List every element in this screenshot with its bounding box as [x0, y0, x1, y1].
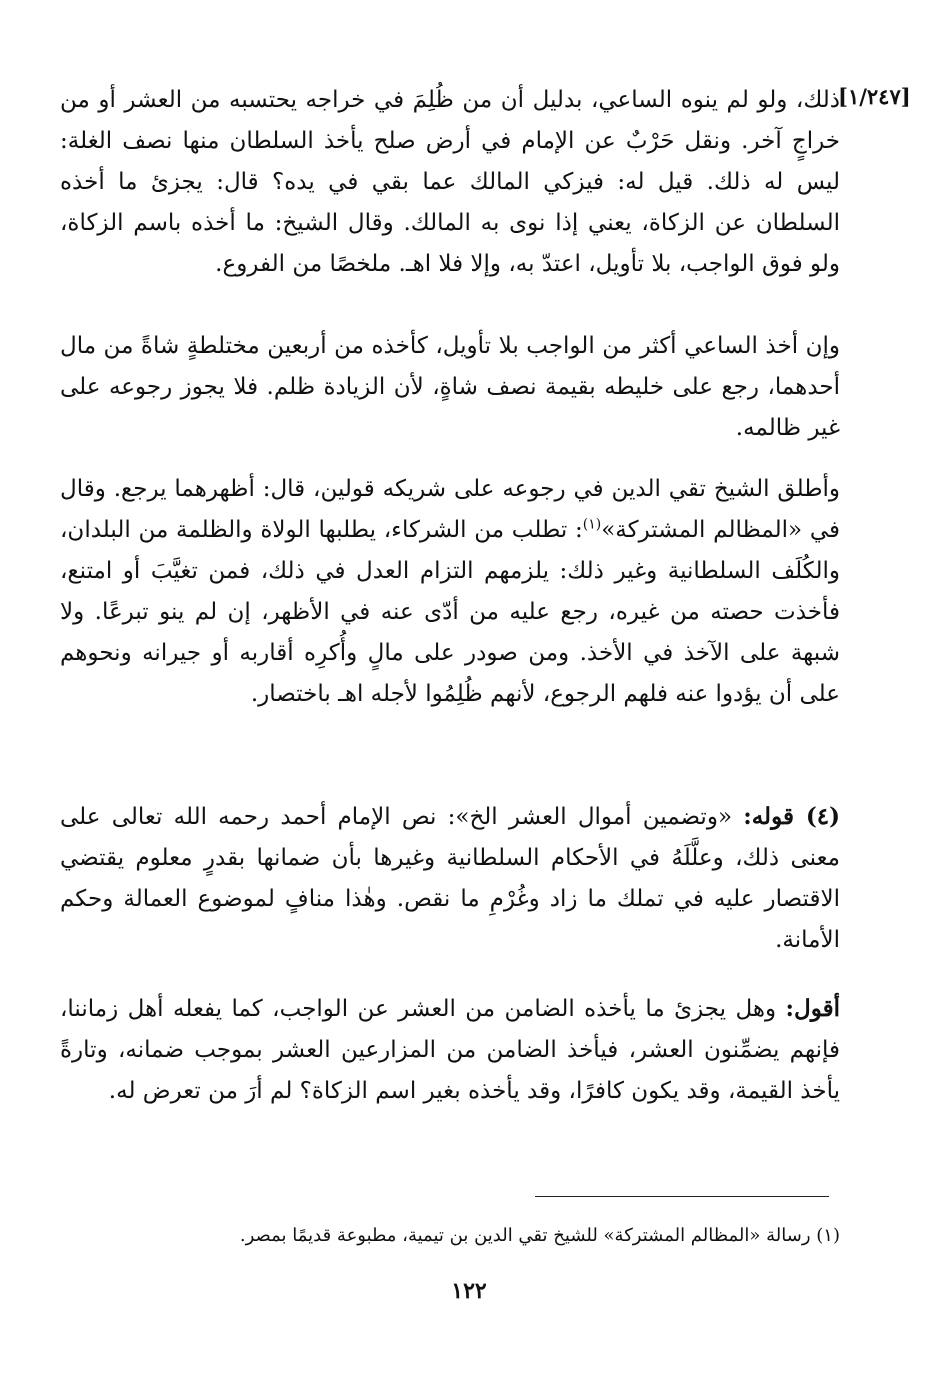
footnote: (١) رسالة «المظالم المشتركة» للشيخ تقي الدين بن تيمية، مطبوعة قديمًا بمصر. [239, 1225, 840, 1246]
paragraph-3-text-after-note: : تطلب من الشركاء، يطلبها الولاة والظلمة من البلدان، والكُلَف السلطانية وغير ذلك: يلزمهم التزام العدل في ذلك، فمن تغيَّبَ أو امتنع، فأخذت حصته من غيره، رجع عليه من أدّى عنه في الأظهر، إن لم ينو تبرعًا. ولا شبهة على الآخذ في الأخذ. ومن صودر على مالٍ وأُكرِه أقاربه أو جيرانه ونحوهم على أن يؤدوا عنه فلهم الرجوع، لأنهم ظُلِمُوا لأجله اهـ باختصار. [60, 517, 840, 707]
paragraph-1: ذلك، ولو لم ينوه الساعي، بدليل أن من ظُلِمَ في خراجه يحتسبه من العشر أو من خراجٍ آخر. ونقل حَرْبٌ عن الإمام في أرض صلح يأخذ السلطان منها نصف الغلة: ليس له ذلك. قيل له: فيزكي المالك عما بقي في يده؟ قال: يجزئ ما أخذه السلطان عن الزكاة، يعني إذا نوى به المالك. وقال الشيخ: ما أخذه باسم الزكاة، ولو فوق الواجب، بلا تأويل، اعتدّ به، وإلا فلا اهـ. ملخصًا من الفروع. [60, 87, 840, 277]
paragraph-4 [60, 796, 840, 961]
page-number: ١٢٢ [451, 1278, 487, 1304]
commentary-lead: (٤) قوله: [743, 803, 840, 830]
author-comment-lead: أقول: [785, 995, 840, 1022]
paragraph-5 [60, 988, 840, 1112]
margin-reference: [١/٢٤٧] [838, 84, 911, 109]
footnote-marker[interactable]: (١) [582, 516, 602, 533]
paragraph-3 [60, 469, 840, 715]
paragraph-5-text: وهل يجزئ ما يأخذه الضامن من العشر عن الواجب، كما يفعله أهل زماننا، فإنهم يضمِّنون العشر، فيأخذ الضامن من المزارعين العشر بموجب ضمانه، وتارةً يأخذ القيمة، وقد يكون كافرًا، وقد يأخذه بغير اسم الزكاة؟ لم أرَ من تعرض له. [60, 996, 840, 1104]
paragraph-3-text-before-note: وأطلق الشيخ تقي الدين في رجوعه على شريكه قولين، قال: أظهرهما يرجع. وقال في «المظالم المشتركة» [60, 476, 840, 543]
paragraph-4-text: «وتضمين أموال العشر الخ»: نص الإمام أحمد رحمه الله تعالى على معنى ذلك، وعلَّلَهُ في الأحكام السلطانية وغيرها بأن ضمانها بقدرٍ معلوم يقتضي الاقتصار عليه في تملك ما زاد وغُرْمِ ما نقص. وهٰذا منافٍ لموضوع العمالة وحكم الأمانة. [60, 804, 840, 953]
paragraph-2: وإن أخذ الساعي أكثر من الواجب بلا تأويل، كأخذه من أربعين مختلطةٍ شاةً من مال أحدهما، رجع على خليطه بقيمة نصف شاةٍ، لأن الزيادة ظلم. فلا يجوز رجوعه على غير ظالمه. [60, 333, 840, 441]
footnote-separator [535, 1196, 829, 1197]
